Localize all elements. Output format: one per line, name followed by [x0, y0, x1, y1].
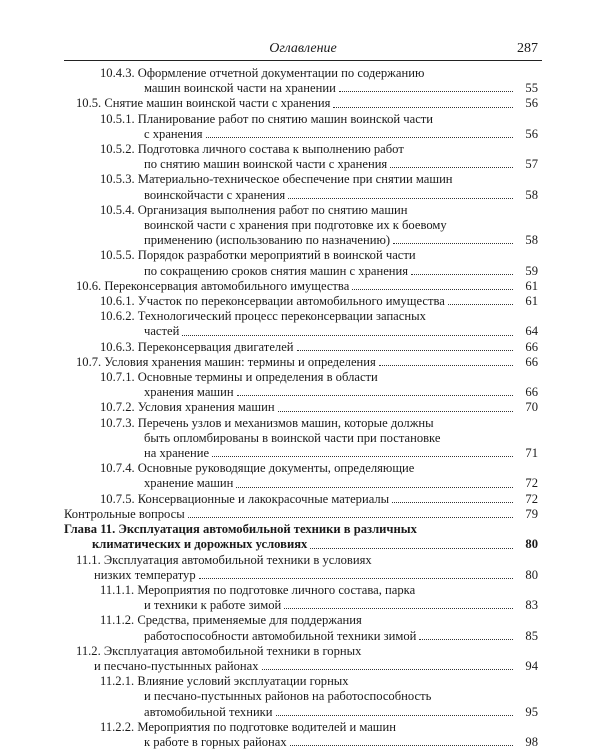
toc-entry-text: 11.2.2. Мероприятия по подготовке водителей и машин	[100, 719, 396, 734]
toc-entry-text: на хранение	[144, 446, 210, 461]
dot-leader	[237, 394, 513, 396]
toc-entry-text: 10.5.4. Организация выполнения работ по снятию машин	[100, 202, 408, 217]
toc-page-number: 66	[525, 385, 538, 400]
toc-entry-text: по сокращению сроков снятия машин с хранения	[144, 263, 409, 278]
toc-entry	[64, 461, 538, 491]
toc-page-number: 59	[525, 263, 538, 278]
toc-page-number: 83	[525, 598, 538, 613]
toc-entry	[64, 112, 538, 142]
dot-leader	[188, 516, 513, 518]
toc-page-number: 80	[525, 567, 538, 582]
toc-page-number: 56	[525, 126, 538, 141]
toc-entry	[64, 644, 538, 674]
toc-entry-text: и песчано-пустынных районов на работоспособность	[144, 689, 432, 704]
toc-page-number: 85	[525, 628, 538, 643]
toc-entry	[64, 66, 538, 96]
toc-entry-text: 10.6. Переконсервация автомобильного имущества	[76, 278, 350, 293]
dot-leader	[288, 197, 513, 199]
toc-entry-text: 10.5.5. Порядок разработки мероприятий в воинской части	[100, 248, 416, 263]
running-header	[64, 40, 542, 61]
toc-entry	[64, 720, 538, 750]
toc-entry-text: 10.7.1. Основные термины и определения в области	[100, 370, 378, 385]
toc-entry	[64, 142, 538, 172]
toc-entry-text: воинской части с хранения при подготовке их к боевому	[144, 218, 447, 233]
dot-leader	[212, 455, 513, 457]
dot-leader	[182, 334, 513, 336]
toc-entry	[64, 400, 538, 415]
toc-entry-text: по снятию машин воинской части с хранения	[144, 157, 388, 172]
dot-leader	[206, 136, 513, 138]
toc-entry-text: и техники к работе зимой	[144, 598, 282, 613]
toc-entry	[64, 416, 538, 462]
dot-leader	[297, 349, 513, 351]
dot-leader	[262, 668, 513, 670]
page-number: 287	[517, 41, 538, 56]
toc-entry-text: воинскойчасти с хранения	[144, 187, 286, 202]
toc-page-number: 58	[525, 233, 538, 248]
dot-leader	[290, 744, 513, 746]
toc-entry-text: 10.6.2. Технологический процесс переконсервации запасных	[100, 309, 426, 324]
toc-entry-text: 11.1.2. Средства, применяемые для поддержания	[100, 613, 362, 628]
toc-entry-text: 10.5. Снятие машин воинской части с хранения	[76, 96, 331, 111]
toc-entry-text: 10.5.2. Подготовка личного состава к выполнению работ	[100, 142, 404, 157]
dot-leader	[448, 303, 513, 305]
toc-page-number: 56	[525, 96, 538, 111]
toc-entry-text: Контрольные вопросы	[64, 506, 185, 521]
toc-entry-text: 10.7.3. Перечень узлов и механизмов машин, которые должны	[100, 415, 434, 430]
toc-entry-text: и песчано-пустынных районах	[94, 658, 259, 673]
dot-leader	[392, 501, 513, 503]
dot-leader	[284, 607, 513, 609]
toc-entry-text: к работе в горных районах	[144, 734, 287, 749]
toc-entry	[64, 355, 538, 370]
toc-entry	[64, 583, 538, 613]
toc-entry-text: 11.2.1. Влияние условий эксплуатации горных	[100, 674, 349, 689]
dot-leader	[339, 90, 513, 92]
toc-entry-text: хранения машин	[144, 385, 234, 400]
toc-entry-text: 11.2. Эксплуатация автомобильной техники в горных	[76, 643, 362, 658]
toc-page-number: 64	[525, 324, 538, 339]
toc-page-number: 66	[525, 354, 538, 369]
toc-page-number: 57	[525, 157, 538, 172]
toc-entry-text: быть опломбированы в воинской части при постановке	[144, 430, 441, 445]
toc-entry	[64, 674, 538, 720]
toc-page-number: 58	[525, 187, 538, 202]
dot-leader	[379, 364, 513, 366]
toc-entry	[64, 96, 538, 111]
dot-leader	[411, 273, 513, 275]
toc-page-number: 72	[525, 491, 538, 506]
toc-page-number: 55	[525, 81, 538, 96]
toc-entry-text: низких температур	[94, 567, 196, 582]
toc-entry-text: 10.6.1. Участок по переконсервации автомобильного имущества	[100, 294, 445, 309]
toc-page-number: 98	[525, 734, 538, 749]
toc-page-number: 72	[525, 476, 538, 491]
toc-entry	[64, 172, 538, 202]
toc-page-number: 61	[525, 294, 538, 309]
toc-entry-text: 10.7.5. Консервационные и лакокрасочные материалы	[100, 491, 390, 506]
toc-entry	[64, 522, 538, 552]
toc-page-number: 94	[525, 658, 538, 673]
toc-page-number: 70	[525, 400, 538, 415]
toc-entry	[64, 294, 538, 309]
toc-entry-text: автомобильной техники	[144, 704, 273, 719]
toc-entry	[64, 507, 538, 522]
toc-entry-text: с хранения	[144, 126, 203, 141]
toc-entry-text: Глава 11. Эксплуатация автомобильной техники в различных	[64, 522, 417, 537]
table-of-contents	[64, 66, 538, 750]
toc-entry	[64, 309, 538, 339]
toc-entry-text: 11.1. Эксплуатация автомобильной техники в условиях	[76, 552, 372, 567]
toc-entry-text: частей	[144, 324, 180, 339]
toc-entry	[64, 248, 538, 278]
toc-entry-text: климатических и дорожных условиях	[92, 537, 308, 552]
toc-entry	[64, 370, 538, 400]
toc-entry-text: 10.5.1. Планирование работ по снятию машин воинской части	[100, 111, 434, 126]
toc-entry	[64, 279, 538, 294]
toc-entry	[64, 492, 538, 507]
header-title: Оглавление	[269, 41, 337, 56]
dot-leader	[310, 547, 513, 549]
toc-page-number: 61	[525, 278, 538, 293]
toc-page-number: 71	[525, 446, 538, 461]
toc-page-number: 79	[525, 506, 538, 521]
toc-entry-text: 10.7.4. Основные руководящие документы, определяющие	[100, 461, 415, 476]
dot-leader	[419, 638, 513, 640]
toc-entry-text: 10.5.3. Материально-техническое обеспечение при снятии машин	[100, 172, 453, 187]
dot-leader	[352, 288, 513, 290]
toc-entry-text: применению (использованию по назначению)	[144, 233, 391, 248]
toc-entry-text: 11.1.1. Мероприятия по подготовке личного состава, парка	[100, 582, 416, 597]
dot-leader	[390, 166, 513, 168]
toc-entry-text: хранение машин	[144, 476, 234, 491]
dot-leader	[199, 577, 513, 579]
toc-entry-text: машин воинской части на хранении	[144, 81, 336, 96]
dot-leader	[276, 714, 513, 716]
toc-page-number: 66	[525, 339, 538, 354]
toc-entry-text: работоспособности автомобильной техники зимой	[144, 628, 417, 643]
toc-entry	[64, 203, 538, 249]
toc-entry-text: 10.7. Условия хранения машин: термины и определения	[76, 354, 376, 369]
toc-entry-text: 10.7.2. Условия хранения машин	[100, 400, 275, 415]
toc-entry	[64, 553, 538, 583]
toc-entry	[64, 613, 538, 643]
toc-entry-text: 10.6.3. Переконсервация двигателей	[100, 339, 294, 354]
toc-entry-text: 10.4.3. Оформление отчетной документации по содержанию	[100, 66, 425, 80]
toc-page-number: 80	[525, 537, 538, 552]
dot-leader	[333, 106, 513, 108]
toc-page-number: 95	[525, 704, 538, 719]
dot-leader	[393, 242, 513, 244]
toc-entry	[64, 340, 538, 355]
dot-leader	[278, 410, 513, 412]
dot-leader	[236, 486, 513, 488]
